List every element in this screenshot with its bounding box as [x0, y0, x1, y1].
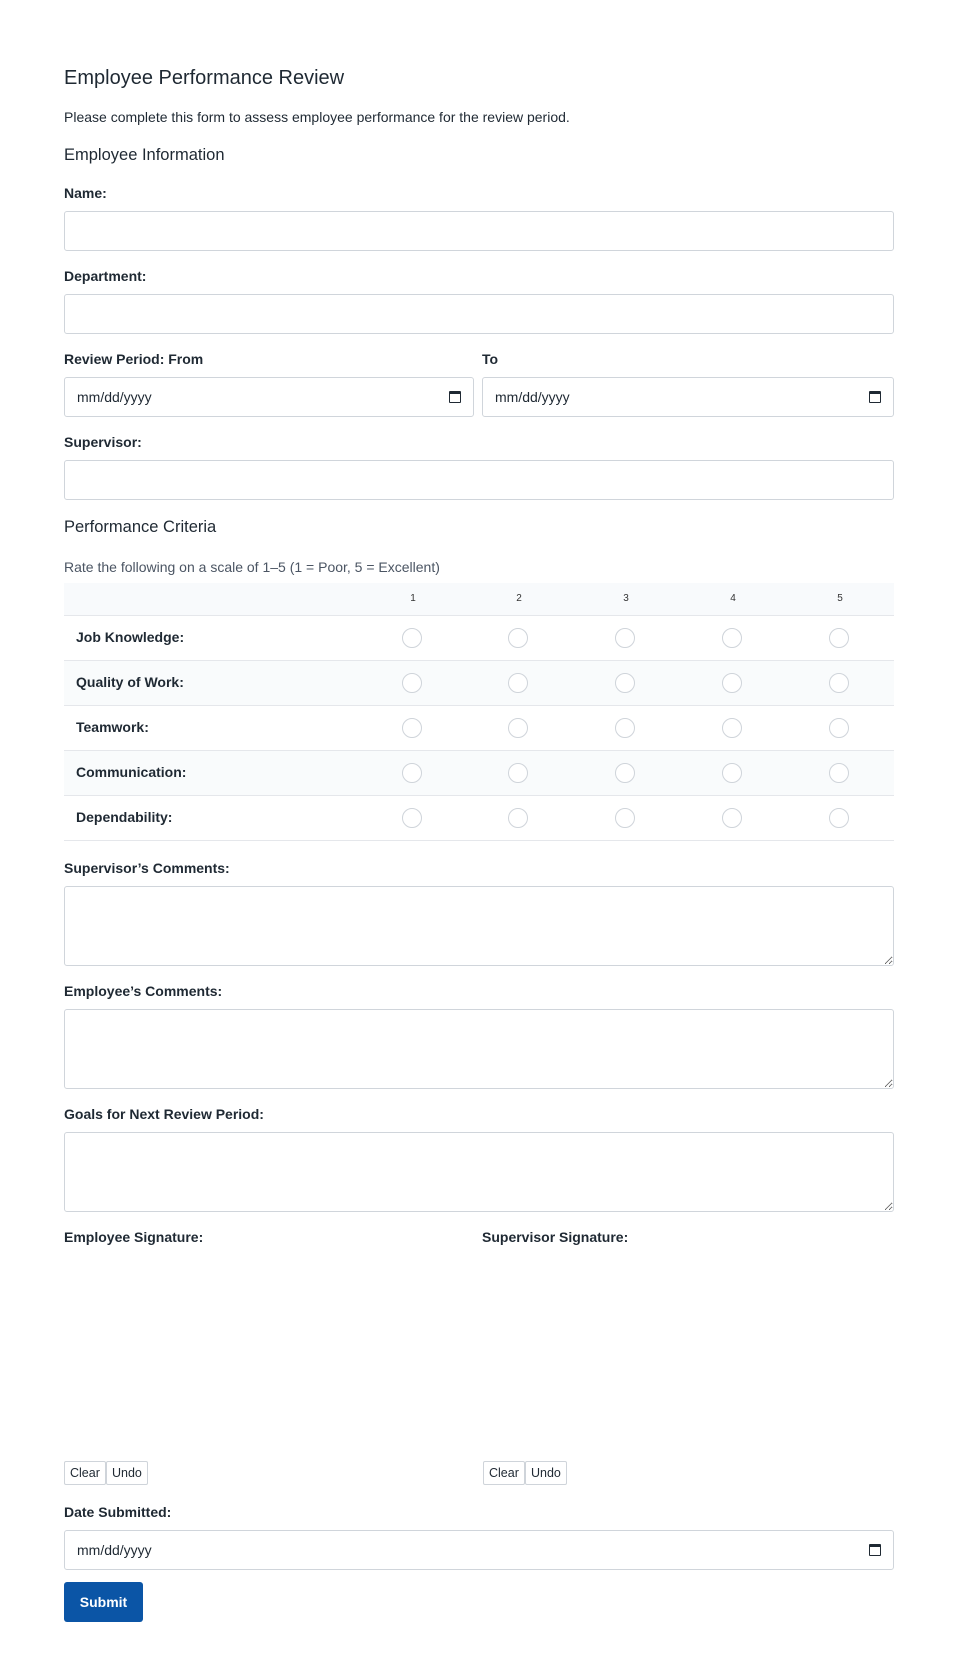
rating-radio-4[interactable] — [722, 628, 742, 648]
rating-radio-2[interactable] — [508, 718, 528, 738]
calendar-icon[interactable] — [869, 391, 881, 403]
scale-label: 3 — [623, 593, 629, 604]
employee-signature-pad[interactable] — [64, 1255, 474, 1455]
rating-row-communication — [64, 751, 894, 796]
scale-label: 4 — [730, 593, 736, 604]
employee-info-heading: Employee Information — [64, 146, 225, 164]
rating-radio-5[interactable] — [829, 673, 849, 693]
name-input[interactable] — [64, 211, 894, 251]
rating-radio-1[interactable] — [402, 673, 422, 693]
calendar-icon[interactable] — [449, 391, 461, 403]
rating-radio-1[interactable] — [402, 808, 422, 828]
employee-signature-clear-button[interactable]: Clear — [64, 1461, 106, 1485]
rating-radio-5[interactable] — [829, 628, 849, 648]
supervisor-comments-textarea[interactable] — [64, 886, 894, 966]
rating-radio-5[interactable] — [829, 808, 849, 828]
rating-grid-header — [64, 583, 894, 616]
name-label: Name: — [64, 185, 107, 201]
performance-criteria-heading: Performance Criteria — [64, 518, 217, 536]
page-title: Employee Performance Review — [64, 67, 345, 89]
rating-radio-3[interactable] — [615, 808, 635, 828]
submit-button[interactable]: Submit — [64, 1582, 143, 1622]
review-period-to-value: mm/dd/yyyy — [495, 389, 570, 405]
rating-radio-1[interactable] — [402, 763, 422, 783]
review-period-from-value: mm/dd/yyyy — [77, 389, 152, 405]
supervisor-label: Supervisor: — [64, 434, 142, 450]
date-submitted-label: Date Submitted: — [64, 1504, 172, 1520]
calendar-icon[interactable] — [869, 1544, 881, 1556]
rating-radio-2[interactable] — [508, 808, 528, 828]
employee-comments-textarea[interactable] — [64, 1009, 894, 1089]
review-period-from-label: Review Period: From — [64, 351, 204, 367]
review-period-to-label: To — [482, 351, 499, 367]
goals-label: Goals for Next Review Period: — [64, 1106, 264, 1122]
date-submitted-input[interactable] — [64, 1530, 894, 1570]
scale-label: 2 — [516, 593, 522, 604]
department-label: Department: — [64, 268, 147, 284]
rating-radio-4[interactable] — [722, 808, 742, 828]
supervisor-signature-clear-button[interactable]: Clear — [483, 1461, 525, 1485]
date-submitted-value: mm/dd/yyyy — [77, 1542, 152, 1558]
rating-row-quality-of-work — [64, 661, 894, 706]
rating-instructions: Rate the following on a scale of 1–5 (1 = Poor, 5 = Excellent) — [64, 559, 440, 575]
rating-radio-5[interactable] — [829, 718, 849, 738]
rating-radio-4[interactable] — [722, 718, 742, 738]
rating-grid — [64, 583, 894, 841]
employee-comments-label: Employee’s Comments: — [64, 983, 223, 999]
employee-signature-label: Employee Signature: — [64, 1229, 204, 1245]
criterion-label: Quality of Work: — [76, 674, 184, 690]
rating-row-dependability — [64, 796, 894, 841]
rating-radio-3[interactable] — [615, 763, 635, 783]
form-intro: Please complete this form to assess employee performance for the review period. — [64, 109, 570, 125]
rating-row-job-knowledge — [64, 616, 894, 661]
criterion-label: Dependability: — [76, 809, 173, 825]
supervisor-comments-label: Supervisor’s Comments: — [64, 860, 230, 876]
rating-radio-3[interactable] — [615, 718, 635, 738]
rating-radio-2[interactable] — [508, 763, 528, 783]
rating-radio-4[interactable] — [722, 673, 742, 693]
scale-label: 5 — [837, 593, 843, 604]
supervisor-signature-label: Supervisor Signature: — [482, 1229, 629, 1245]
rating-radio-4[interactable] — [722, 763, 742, 783]
review-period-from-input[interactable] — [64, 377, 474, 417]
supervisor-signature-pad[interactable] — [482, 1255, 894, 1455]
criterion-label: Communication: — [76, 764, 187, 780]
goals-textarea[interactable] — [64, 1132, 894, 1212]
rating-radio-3[interactable] — [615, 673, 635, 693]
supervisor-input[interactable] — [64, 460, 894, 500]
criterion-label: Teamwork: — [76, 719, 149, 735]
rating-radio-2[interactable] — [508, 628, 528, 648]
rating-row-teamwork — [64, 706, 894, 751]
criterion-label: Job Knowledge: — [76, 629, 185, 645]
rating-radio-2[interactable] — [508, 673, 528, 693]
employee-signature-undo-button[interactable]: Undo — [106, 1461, 148, 1485]
rating-radio-1[interactable] — [402, 718, 422, 738]
rating-radio-1[interactable] — [402, 628, 422, 648]
review-period-to-input[interactable] — [482, 377, 894, 417]
rating-radio-5[interactable] — [829, 763, 849, 783]
rating-radio-3[interactable] — [615, 628, 635, 648]
scale-label: 1 — [410, 593, 416, 604]
department-input[interactable] — [64, 294, 894, 334]
supervisor-signature-undo-button[interactable]: Undo — [525, 1461, 567, 1485]
